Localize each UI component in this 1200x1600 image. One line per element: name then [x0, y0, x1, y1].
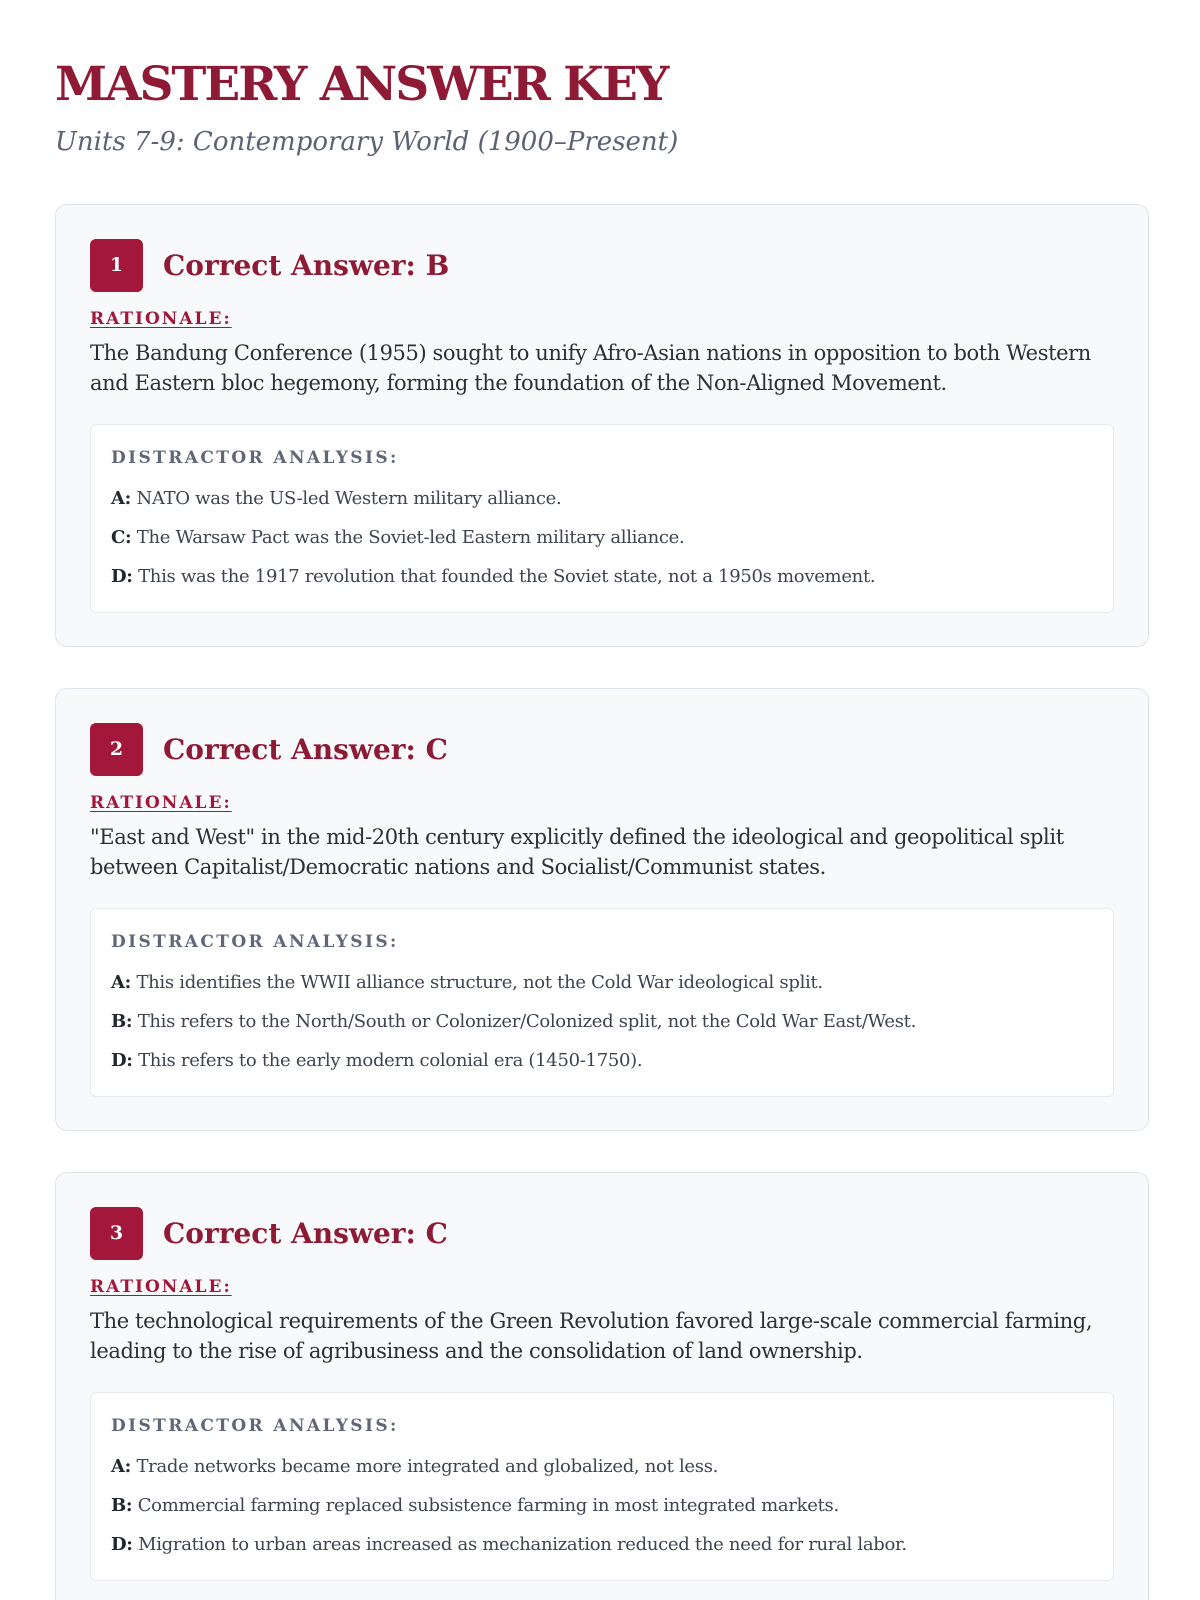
- distractor-item: [111, 963, 1093, 1002]
- distractor-analysis-label: DISTRACTOR ANALYSIS:: [111, 932, 399, 952]
- rationale-text: The Bandung Conference (1955) sought to unify Afro-Asian nations in opposition to both Western and Eastern bloc hegemony, forming the foundation of the Non-Aligned Movement.: [90, 341, 1091, 395]
- distractor-text: Migration to urban areas increased as mechanization reduced the need for rural labor.: [138, 1534, 907, 1555]
- distractor-option: A:: [111, 972, 132, 993]
- distractor-option: D:: [111, 1534, 133, 1555]
- card-header: [90, 1206, 1114, 1260]
- page-subtitle: Units 7-9: Contemporary World (1900–Present): [55, 127, 679, 157]
- distractor-item: [111, 557, 1093, 596]
- rationale-label: RATIONALE:: [90, 309, 232, 329]
- distractor-text: Commercial farming replaced subsistence farming in most integrated markets.: [137, 1495, 839, 1516]
- distractor-item: [111, 518, 1093, 557]
- distractor-text: The Warsaw Pact was the Soviet-led Eastern military alliance.: [136, 527, 685, 548]
- distractor-analysis-box: [90, 1392, 1114, 1581]
- answer-list: [55, 204, 1145, 1600]
- answer-card-2: [55, 688, 1149, 1131]
- distractor-text: This refers to the early modern colonial era (1450-1750).: [138, 1050, 643, 1071]
- distractor-option: A:: [111, 488, 132, 509]
- distractor-text: This identifies the WWII alliance structure, not the Cold War ideological split.: [136, 972, 823, 993]
- page-title: MASTERY ANSWER KEY: [55, 57, 668, 112]
- distractor-analysis-box: [90, 424, 1114, 613]
- question-number-badge: 2: [90, 723, 143, 776]
- rationale-text: The technological requirements of the Green Revolution favored large-scale commercial farming, leading to the rise of agribusiness and the consolidation of land ownership.: [90, 1309, 1093, 1363]
- question-number-badge: 1: [90, 239, 143, 292]
- distractor-text: This was the 1917 revolution that founded the Soviet state, not a 1950s movement.: [138, 566, 876, 587]
- distractor-item: [111, 1041, 1093, 1080]
- correct-answer-heading: Correct Answer: C: [163, 1216, 448, 1250]
- distractor-option: A:: [111, 1456, 132, 1477]
- distractor-text: Trade networks became more integrated and globalized, not less.: [136, 1456, 719, 1477]
- rationale-label: RATIONALE:: [90, 793, 232, 813]
- distractor-analysis-box: [90, 908, 1114, 1097]
- question-number-badge: 3: [90, 1207, 143, 1260]
- distractor-option: C:: [111, 527, 132, 548]
- distractor-option: B:: [111, 1011, 133, 1032]
- answer-card-1: [55, 204, 1149, 647]
- distractor-item: [111, 479, 1093, 518]
- distractor-option: B:: [111, 1495, 133, 1516]
- distractor-text: This refers to the North/South or Colonizer/Colonized split, not the Cold War East/West.: [137, 1011, 916, 1032]
- correct-answer-heading: Correct Answer: B: [163, 248, 450, 282]
- distractor-item: [111, 1525, 1093, 1564]
- distractor-analysis-label: DISTRACTOR ANALYSIS:: [111, 448, 399, 468]
- rationale-label: RATIONALE:: [90, 1277, 232, 1297]
- distractor-item: [111, 1002, 1093, 1041]
- distractor-option: D:: [111, 566, 133, 587]
- card-header: [90, 722, 1114, 776]
- correct-answer-heading: Correct Answer: C: [163, 732, 448, 766]
- distractor-option: D:: [111, 1050, 133, 1071]
- rationale-text: "East and West" in the mid-20th century explicitly defined the ideological and geopolitical split between Capitalist/Democratic nations and Socialist/Communist states.: [90, 825, 1064, 879]
- distractor-text: NATO was the US-led Western military alliance.: [136, 488, 562, 509]
- distractor-analysis-label: DISTRACTOR ANALYSIS:: [111, 1416, 399, 1436]
- distractor-item: [111, 1486, 1093, 1525]
- card-header: [90, 238, 1114, 292]
- answer-card-3: [55, 1172, 1149, 1600]
- distractor-item: [111, 1447, 1093, 1486]
